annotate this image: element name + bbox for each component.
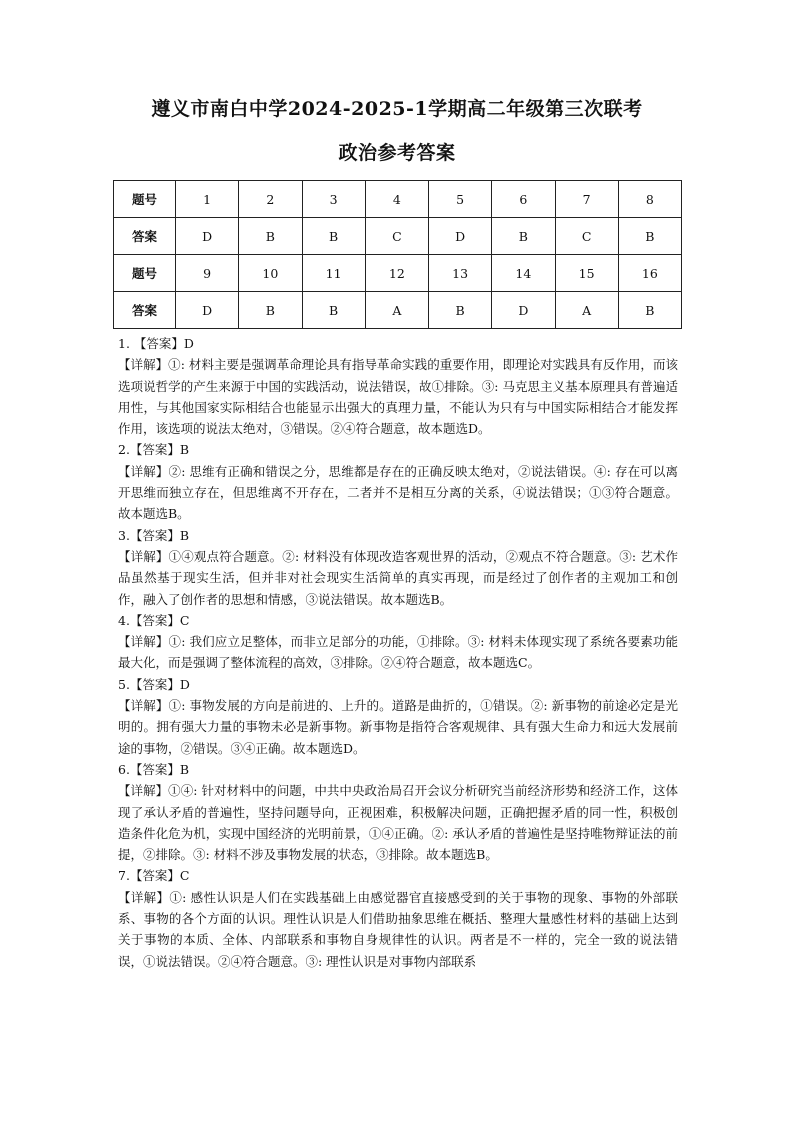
answer-table-row (114, 181, 682, 218)
answer-table-cell: 15 (555, 255, 618, 292)
answer-table-cell: 4 (365, 181, 428, 218)
answer-table-cell: C (555, 218, 618, 255)
answer-table-cell: B (239, 218, 302, 255)
explanations (118, 333, 678, 972)
explanation-detail: 【详解】①: 感性认识是人们在实践基础上由感觉器官直接感受到的关于事物的现象、事物的外部联系、事物的各个方面的认识。理性认识是人们借助抽象思维在概括、整理大量感性材料的基础上达到关于事物的本质、全体、内部联系和事物自身规律性的认识。两者是不一样的，完全一致的说法错误，①说法错误。②④符合题意。③: 理性认识是对事物内部联系 (118, 889, 678, 969)
answer-table-cell: 14 (492, 255, 555, 292)
document-title: 遵义市南白中学2024-2025-1学期高二年级第三次联考 (151, 98, 643, 120)
explanation-detail: 【详解】②: 思维有正确和错误之分，思维都是存在的正确反映太绝对，②说法错误。④: 存在可以离开思维而独立存在，但思维离不开存在，二者并不是相互分离的关系，④说法错误；①③符合题意。故本题选B。 (118, 463, 678, 522)
answer-table-row (114, 218, 682, 255)
explanation-detail: 【详解】①④: 针对材料中的问题，中共中央政治局召开会议分析研究当前经济形势和经济工作，这体现了承认矛盾的普遍性，坚持问题导向，正视困难，积极解决问题，正确把握矛盾的同一性，积极创造条件化危为机，实现中国经济的光明前景，①④正确。②: 承认矛盾的普遍性是坚持唯物辩证法的前提，②排除。③: 材料不涉及事物发展的状态，③排除。故本题选B。 (118, 783, 678, 863)
answer-line: 3.【答案】B (118, 527, 190, 543)
document-subtitle: 政治参考答案 (338, 142, 456, 164)
answer-table-cell: B (302, 218, 365, 255)
answer-table (113, 180, 682, 329)
explanation-detail: 【详解】①: 事物发展的方向是前进的、上升的。道路是曲折的，①错误。②: 新事物的前途必定是光明的。拥有强大力量的事物未必是新事物。新事物是指符合客观规律、具有强大生命力和远大发展前途的事物，②错误。③④正确。故本题选D。 (118, 698, 678, 756)
answer-line: 2.【答案】B (118, 442, 190, 458)
explanation-detail: 【详解】①④观点符合题意。②: 材料没有体现改造客观世界的活动，②观点不符合题意。③: 艺术作品虽然基于现实生活，但并非对社会现实生活简单的真实再现，而是经过了创作者的主观加工和创作，融入了创作者的思想和情感，③说法错误。故本题选B。 (118, 548, 678, 607)
answer-line: 7.【答案】C (118, 868, 190, 884)
explanation-detail: 【详解】①: 材料主要是强调革命理论具有指导革命实践的重要作用，即理论对实践具有反作用，而该选项说哲学的产生来源于中国的实践活动，说法错误，故①排除。③: 马克思主义基本原理具有普遍适用性，与其他国家实际相结合也能显示出强大的真理力量，不能认为只有与中国实际相结合才能发挥作用，该选项的说法太绝对，③错误。②④符合题意，故本题选D。 (118, 357, 678, 437)
answer-table-cell: B (618, 292, 681, 329)
answer-table-cell: A (555, 292, 618, 329)
answer-table-cell: 9 (176, 255, 239, 292)
answer-table-cell: 3 (302, 181, 365, 218)
answer-table-cell: B (618, 218, 681, 255)
answer-table-row-label: 题号 (114, 255, 176, 292)
answer-table-cell: 1 (176, 181, 239, 218)
answer-table-cell: 8 (618, 181, 681, 218)
answer-table-cell: B (492, 218, 555, 255)
answer-table-cell: 7 (555, 181, 618, 218)
answer-table-cell: A (365, 292, 428, 329)
answer-table-cell: 2 (239, 181, 302, 218)
answer-line: 4.【答案】C (118, 612, 190, 628)
answer-table-row (114, 292, 682, 329)
answer-table-cell: B (302, 292, 365, 329)
explanation-detail: 【详解】①: 我们应立足整体，而非立足部分的功能，①排除。③: 材料未体现实现了系统各要素功能最大化，而是强调了整体流程的高效，③排除。②④符合题意，故本题选C。 (118, 634, 678, 671)
answer-table-cell: D (176, 218, 239, 255)
answer-table-cell: 16 (618, 255, 681, 292)
answer-table-cell: 10 (239, 255, 302, 292)
answer-table-row (114, 255, 682, 292)
answer-table-cell: 6 (492, 181, 555, 218)
answer-table-cell: B (429, 292, 492, 329)
answer-line: 5.【答案】D (118, 676, 190, 692)
answer-table-cell: 5 (429, 181, 492, 218)
answer-table-cell: 13 (429, 255, 492, 292)
answer-line: 6.【答案】B (118, 761, 190, 777)
answer-table-cell: C (365, 218, 428, 255)
answer-table-cell: 11 (302, 255, 365, 292)
answer-line: 1. 【答案】D (118, 336, 194, 351)
answer-table-row-label: 题号 (114, 181, 176, 218)
answer-table-row-label: 答案 (114, 218, 176, 255)
answer-table-row-label: 答案 (114, 292, 176, 329)
answer-table-cell: D (429, 218, 492, 255)
answer-table-cell: D (492, 292, 555, 329)
answer-table-cell: 12 (365, 255, 428, 292)
answer-table-cell: B (239, 292, 302, 329)
answer-table-cell: D (176, 292, 239, 329)
